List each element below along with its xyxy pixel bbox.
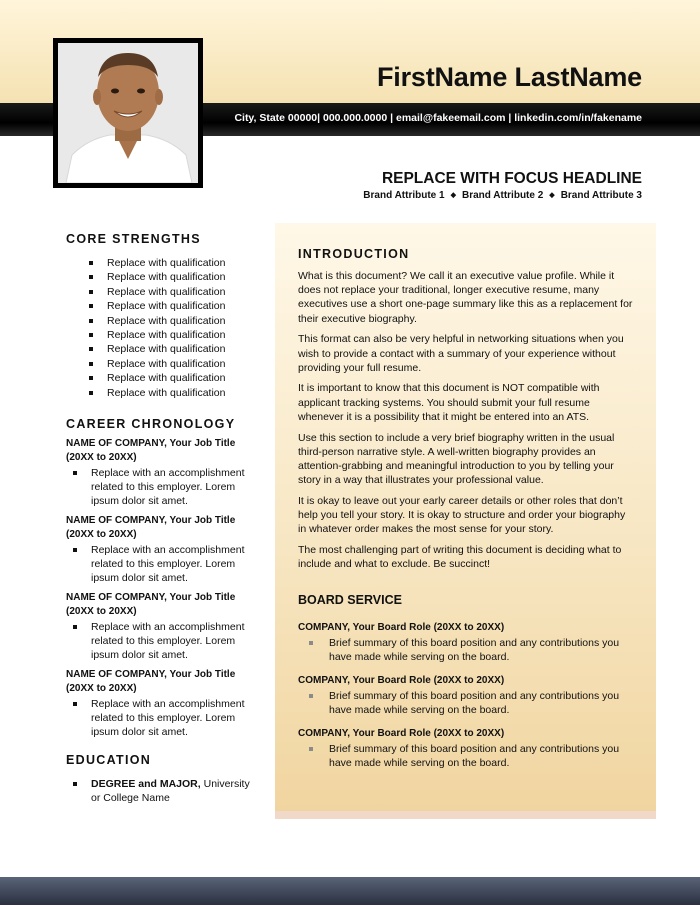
job-title: NAME OF COMPANY, Your Job Title (20XX to 20XX) (66, 437, 236, 463)
job-accomplishment: Replace with an accomplishment related to this employer. Lorem ipsum dolor sit amet. (66, 697, 261, 739)
strength-item: Replace with qualification (66, 285, 261, 299)
school: University or College Name (91, 777, 250, 804)
job-accomplishment: Replace with an accomplishment related to this employer. Lorem ipsum dolor sit amet. (66, 466, 261, 508)
left-column (66, 232, 261, 805)
degree: DEGREE and MAJOR, (91, 777, 201, 790)
intro-paragraph: It is okay to leave out your early career details or other roles that don’t help you tell your story. It is okay to structure and order your biography in whatever order makes the most sense for your story. (298, 494, 626, 536)
intro-paragraph: What is this document? We call it an executive value profile. While it does not replace your traditional, longer executive resume, many executives use a short one-page summary like this as a replacement for their executive biography. (298, 270, 633, 325)
board-summary: Brief summary of this board position and any contributions you have made while serving on the board. (298, 742, 633, 770)
job-entry (66, 668, 261, 739)
brand-attribute: Brand Attribute 1 (363, 190, 445, 201)
profile-photo-frame (53, 38, 203, 188)
portrait-image (58, 43, 198, 183)
education-title: EDUCATION (66, 752, 152, 767)
strength-item: Replace with qualification (66, 342, 261, 356)
full-name: FirstName LastName (376, 62, 642, 92)
introduction-title: INTRODUCTION (298, 247, 410, 261)
job-entry (66, 591, 261, 662)
board-summary: Brief summary of this board position and any contributions you have made while serving on the board. (298, 689, 633, 717)
diamond-separator-icon: ◆ (549, 192, 555, 199)
career-chronology-title: CAREER CHRONOLOGY (66, 416, 236, 431)
footer-band (0, 877, 700, 905)
board-entry (298, 674, 633, 717)
board-entry (298, 727, 633, 770)
core-strengths-list (66, 256, 261, 400)
job-title: NAME OF COMPANY, Your Job Title (20XX to 20XX) (66, 668, 236, 694)
strength-item: Replace with qualification (66, 328, 261, 342)
board-role: COMPANY, Your Board Role (20XX to 20XX) (298, 622, 505, 634)
intro-paragraph: This format can also be very helpful in networking situations when you wish to provide a contact with a summary of your experience without providing your full resume. (298, 333, 624, 374)
strength-item: Replace with qualification (66, 270, 261, 284)
job-entry (66, 514, 261, 585)
core-strengths-title: CORE STRENGTHS (66, 232, 201, 246)
board-service-title: BOARD SERVICE (298, 593, 402, 608)
job-title: NAME OF COMPANY, Your Job Title (20XX to 20XX) (66, 591, 236, 617)
strength-item: Replace with qualification (66, 256, 261, 270)
profile-photo (58, 43, 198, 183)
education-item (66, 777, 261, 805)
job-accomplishment: Replace with an accomplishment related to this employer. Lorem ipsum dolor sit amet. (66, 620, 261, 662)
job-accomplishment: Replace with an accomplishment related to this employer. Lorem ipsum dolor sit amet. (66, 543, 261, 585)
strength-item: Replace with qualification (66, 357, 261, 371)
intro-paragraph: Use this section to include a very brief biography written in the usual third-person narrative style. A well-written biography provides an attention-grabbing and meaningful introduction to you by telling your story in a way that illustrates your professional value. (298, 431, 615, 487)
focus-headline: REPLACE WITH FOCUS HEADLINE (381, 170, 642, 187)
strength-item: Replace with qualification (66, 314, 261, 328)
introduction-panel (275, 223, 656, 819)
brand-attribute: Brand Attribute 2 (461, 190, 544, 201)
strength-item: Replace with qualification (66, 371, 261, 385)
board-role: COMPANY, Your Board Role (20XX to 20XX) (298, 675, 505, 687)
strength-item: Replace with qualification (66, 386, 261, 400)
board-entry (298, 621, 633, 664)
job-title: NAME OF COMPANY, Your Job Title (20XX to 20XX) (66, 514, 236, 540)
board-summary: Brief summary of this board position and any contributions you have made while serving on the board. (298, 636, 633, 664)
intro-paragraph: It is important to know that this document is NOT compatible with applicant tracking systems. You should submit your full resume whenever it is a possibility that it might be entered into an ATS. (298, 382, 600, 423)
brand-attributes (363, 190, 642, 201)
diamond-separator-icon: ◆ (450, 192, 456, 199)
brand-attribute: Brand Attribute 3 (560, 190, 642, 201)
contact-info: City, State 00000| 000.000.0000 | email@fakeemail.com | linkedin.com/in/fakename (234, 112, 642, 124)
job-entry (66, 437, 261, 508)
board-role: COMPANY, Your Board Role (20XX to 20XX) (298, 728, 505, 740)
intro-paragraph: The most challenging part of writing this document is deciding what to include and what to exclude. Be succinct! (298, 543, 622, 571)
strength-item: Replace with qualification (66, 299, 261, 313)
